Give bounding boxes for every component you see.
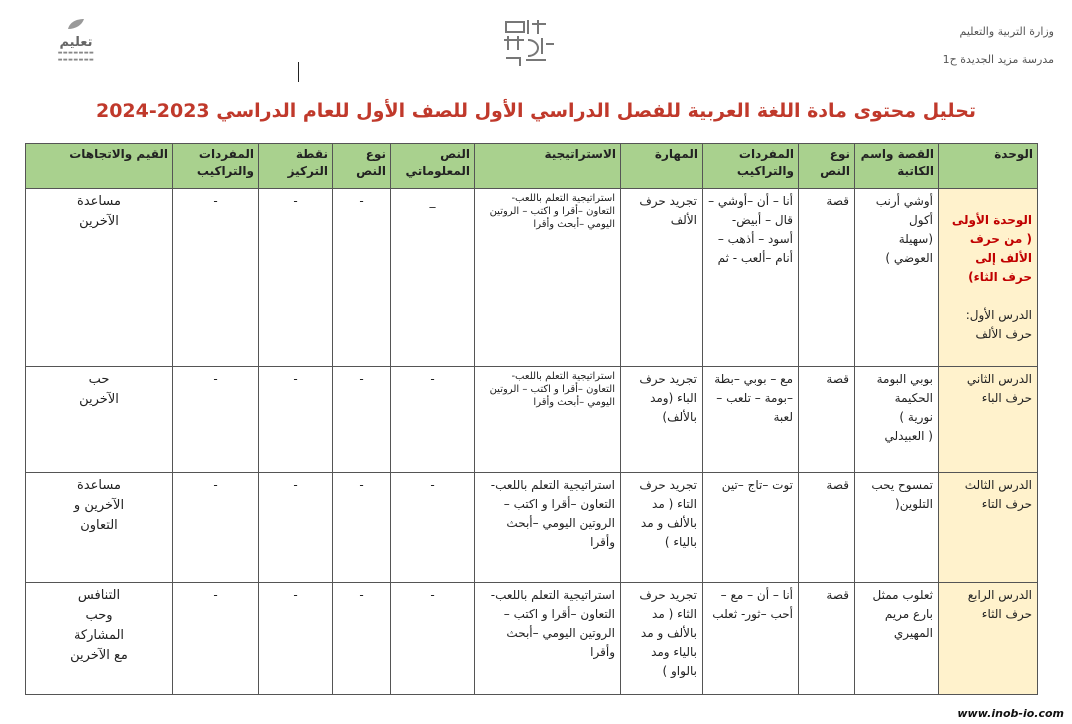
text-type-2-cell: - (333, 583, 391, 695)
footer-url[interactable]: www.inob-io.com (957, 707, 1064, 720)
text-type-cell: قصة (799, 189, 855, 367)
col-header-text-type-2: نوع النص (333, 144, 391, 189)
focus-cell: - (259, 367, 333, 473)
values-cell: التنافس وحب المشاركة مع الآخرين (26, 583, 173, 695)
strategy-cell: استراتيجية التعلم باللعب- التعاون –أقرا و اكتب – الروتين اليومي –أبحث وأقرا (475, 367, 621, 473)
vocab-cell: مع – بوبي –بطة –بومة – تلعب – لعبة (703, 367, 799, 473)
content-analysis-table (25, 143, 1038, 695)
school-name: مدرسة مزيد الجديدة ح1 (942, 53, 1054, 66)
col-header-info-text: النص المعلوماتي (391, 144, 475, 189)
table-row (26, 583, 1038, 695)
col-header-vocab: المفردات والتراكيب (703, 144, 799, 189)
text-cursor (298, 62, 299, 82)
values-cell: حب الآخرين (26, 367, 173, 473)
col-header-unit: الوحدة (939, 144, 1038, 189)
strategy-cell: استراتيجية التعلم باللعب- التعاون –أقرا و اكتب –الروتين اليومي –أبحث وأقرا (475, 583, 621, 695)
unit-cell: الدرس الثالث حرف التاء (939, 473, 1038, 583)
info-text-cell: - (391, 473, 475, 583)
unit-cell: الدرس الرابع حرف الثاء (939, 583, 1038, 695)
vocab-2-cell: - (173, 189, 259, 367)
info-text-cell: - (391, 367, 475, 473)
lesson-title: الدرس الأول: حرف الألف (965, 308, 1032, 341)
agency-logo (498, 14, 558, 70)
skill-cell: تجريد حرف الثاء ( مد بالألف و مد بالياء ومد بالواو ) (621, 583, 703, 695)
vocab-cell: توت –تاج –تين (703, 473, 799, 583)
info-text-cell: - (391, 583, 475, 695)
table-row (26, 473, 1038, 583)
text-type-2-cell: - (333, 473, 391, 583)
vocab-2-cell: - (173, 367, 259, 473)
vocab-cell: أنا – أن –أوشي – قال – أبيض- أسود – أذهب – أنام –ألعب - ثم (703, 189, 799, 367)
unit-cell (939, 189, 1038, 367)
table-header-row (26, 144, 1038, 189)
col-header-text-type: نوع النص (799, 144, 855, 189)
taaleem-logo: تعليم ▬▬▬▬▬▬▬ ▬▬▬▬▬▬▬ (50, 16, 102, 72)
col-header-strategy: الاستراتيجية (475, 144, 621, 189)
document-title (0, 100, 1072, 122)
title-main: تحليل محتوى مادة اللغة العربية للفصل الدراسي الأول للصف الأول للعام الدراسي (216, 100, 977, 122)
col-header-focus: نقطة التركيز (259, 144, 333, 189)
story-cell: تمسوح يحب التلوين( (855, 473, 939, 583)
strategy-cell: استراتيجية التعلم باللعب- التعاون –أقرا و اكتب – الروتين اليومي –أبحث وأقرا (475, 189, 621, 367)
table-row (26, 189, 1038, 367)
taaleem-logo-text: تعليم (59, 35, 93, 50)
title-year: 2023-2024 (95, 100, 210, 122)
text-type-cell: قصة (799, 583, 855, 695)
table-row (26, 367, 1038, 473)
col-header-story: القصة واسم الكاتبة (855, 144, 939, 189)
info-text-cell: _ (391, 189, 475, 367)
skill-cell: تجريد حرف الألف (621, 189, 703, 367)
text-type-cell: قصة (799, 473, 855, 583)
text-type-cell: قصة (799, 367, 855, 473)
skill-cell: تجريد حرف الباء (ومد بالألف) (621, 367, 703, 473)
vocab-2-cell: - (173, 473, 259, 583)
focus-cell: - (259, 583, 333, 695)
ministry-name: وزارة التربية والتعليم (959, 25, 1054, 38)
story-cell: أوشي أرنب أكول (سهيلة العوضي ) (855, 189, 939, 367)
text-type-2-cell: - (333, 189, 391, 367)
skill-cell: تجريد حرف التاء ( مد بالألف و مد بالياء ) (621, 473, 703, 583)
focus-cell: - (259, 473, 333, 583)
values-cell: مساعدة الآخرين و التعاون (26, 473, 173, 583)
text-type-2-cell: - (333, 367, 391, 473)
vocab-cell: أنا – أن – مع – أحب –ثور- ثعلب (703, 583, 799, 695)
taaleem-logo-subtext: ▬▬▬▬▬▬▬ (57, 50, 95, 56)
vocab-2-cell: - (173, 583, 259, 695)
col-header-skill: المهارة (621, 144, 703, 189)
story-cell: بوبي البومة الحكيمة نورية ) ( العبيدلي (855, 367, 939, 473)
unit-title: الوحدة الأولى ( من حرف الألف إلى حرف الثاء) (951, 213, 1032, 284)
leaf-icon (66, 17, 86, 31)
col-header-vocab-2: المفردات والتراكيب (173, 144, 259, 189)
unit-cell: الدرس الثاني حرف الباء (939, 367, 1038, 473)
col-header-values: القيم والاتجاهات (26, 144, 173, 189)
focus-cell: - (259, 189, 333, 367)
header-block (943, 18, 1054, 74)
story-cell: ثعلوب ممثل بارع مريم المهيري (855, 583, 939, 695)
values-cell: مساعدة الآخرين (26, 189, 173, 367)
strategy-cell: استراتيجية التعلم باللعب- التعاون –أقرا و اكتب –الروتين اليومي –أبحث وأقرا (475, 473, 621, 583)
